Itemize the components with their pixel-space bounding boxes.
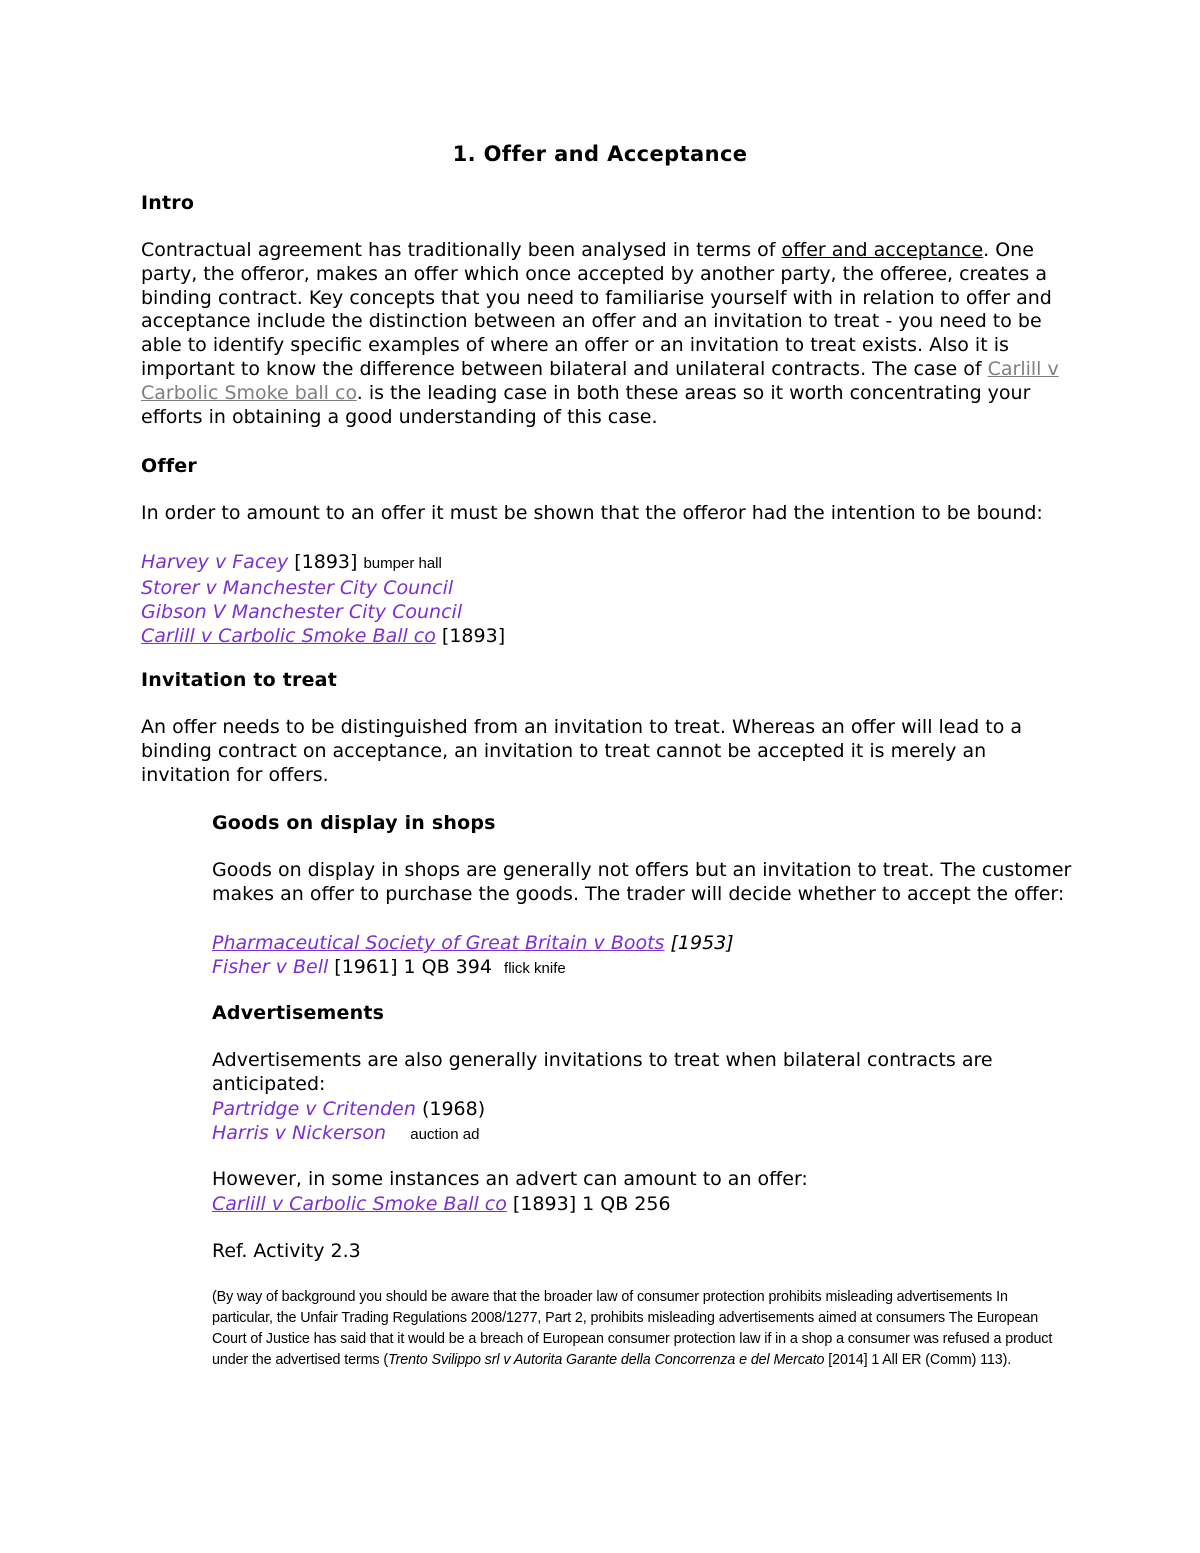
case-partridge[interactable]: Partridge v Critenden	[212, 1098, 416, 1120]
invitation-to-treat-paragraph: An offer needs to be distinguished from an invitation to treat. Whereas an offer will lead to a binding contract on acceptance, an invitation to treat cannot be accepted it is merely an invitation for offers.	[141, 716, 1022, 786]
background-note	[212, 1287, 1072, 1371]
note-case-name: Trento Svilippo srl v Autorita Garante della Concorrenza e del Mercato	[388, 1352, 825, 1368]
case-item	[141, 600, 1071, 624]
invitation-to-treat-heading: Invitation to treat	[141, 669, 337, 691]
case-citation: [1953]	[664, 932, 734, 954]
case-note: auction ad	[410, 1126, 480, 1143]
ref-activity: Ref. Activity 2.3	[212, 1240, 361, 1262]
goods-heading: Goods on display in shops	[212, 812, 496, 834]
offer-case-list	[141, 550, 1071, 648]
case-gibson[interactable]: Gibson V Manchester City Council	[141, 601, 463, 623]
page-title: 1. Offer and Acceptance	[452, 142, 748, 166]
case-fisher-v-bell[interactable]: Fisher v Bell	[212, 956, 329, 978]
intro-text-start: Contractual agreement has traditionally been analysed in terms of	[141, 239, 782, 261]
case-note: flick knife	[504, 960, 566, 977]
intro-text-end: . is the leading case in both these areas so it worth concentrating your efforts in obtaining a good understanding of this case.	[141, 381, 1031, 428]
carlill-case-line	[212, 1192, 1072, 1216]
note-text: (By way of background you should be aware that the broader law of consumer protection prohibits misleading advertisements In particular, the Unfair Trading Regulations 2008/1277, Part 2, prohibits misleading advertisements aimed at consumers The European Court of Justice has said that it would be a breach of European consumer protection law if in a shop a consumer was refused a product under the advertised terms (	[212, 1289, 1053, 1368]
case-citation: [1961] 1 QB 394	[328, 956, 492, 978]
case-pharmaceutical-society[interactable]: Pharmaceutical Society of Great Britain v Boots	[212, 932, 665, 954]
case-item	[141, 550, 1071, 576]
case-item	[212, 1097, 1072, 1121]
case-harris-v-nickerson[interactable]: Harris v Nickerson	[212, 1122, 387, 1144]
case-citation: [1893]	[435, 625, 506, 647]
intro-heading: Intro	[141, 192, 195, 214]
goods-paragraph: Goods on display in shops are generally not offers but an invitation to treat. The customer makes an offer to purchase the goods. The trader will decide whether to accept the offer:	[212, 859, 1072, 905]
advertisements-heading: Advertisements	[212, 1002, 385, 1024]
offer-and-acceptance-link[interactable]: offer and acceptance	[781, 239, 984, 261]
case-note: bumper hall	[363, 555, 442, 572]
intro-text-middle: . One party, the offeror, makes an offer which once accepted by another party, the offeree, creates a binding contract. Key concepts that you need to familiarise yourself with in relation to offer and acceptance include the distinction between an offer and an invitation to treat - you need to be able to identify specific examples of where an offer or an invitation to treat exists. Also it is important to know the difference between bilateral and unilateral contracts. The case of	[141, 239, 1052, 380]
case-citation: [1893]	[288, 551, 358, 573]
case-citation: (1968)	[415, 1098, 486, 1120]
case-item	[141, 576, 1071, 600]
goods-case-list	[212, 931, 1072, 981]
advertisements-paragraph: Advertisements are also generally invitations to treat when bilateral contracts are anticipated:	[212, 1049, 993, 1095]
case-carlill-advert[interactable]: Carlill v Carbolic Smoke Ball co	[212, 1193, 507, 1215]
case-carlill[interactable]: Carlill v Carbolic Smoke Ball co	[141, 625, 436, 647]
note-citation: [2014] 1 All ER (Comm) 113).	[824, 1352, 1012, 1368]
case-item	[212, 1121, 1072, 1147]
case-item	[141, 624, 1071, 648]
case-item	[212, 931, 1072, 955]
offer-paragraph: In order to amount to an offer it must be shown that the offeror had the intention to be bound:	[141, 502, 1043, 524]
case-item	[212, 1192, 1072, 1216]
advertisements-case-list	[212, 1097, 1072, 1147]
carlill-link[interactable]: Carlill v Carbolic Smoke ball co	[141, 357, 1059, 404]
offer-heading: Offer	[141, 455, 197, 477]
case-item	[212, 955, 1072, 981]
case-citation: [1893] 1 QB 256	[506, 1193, 671, 1215]
intro-paragraph	[141, 239, 1071, 429]
case-harvey-v-facey[interactable]: Harvey v Facey	[141, 551, 289, 573]
however-paragraph: However, in some instances an advert can amount to an offer:	[212, 1168, 808, 1190]
case-storer[interactable]: Storer v Manchester City Council	[141, 577, 454, 599]
